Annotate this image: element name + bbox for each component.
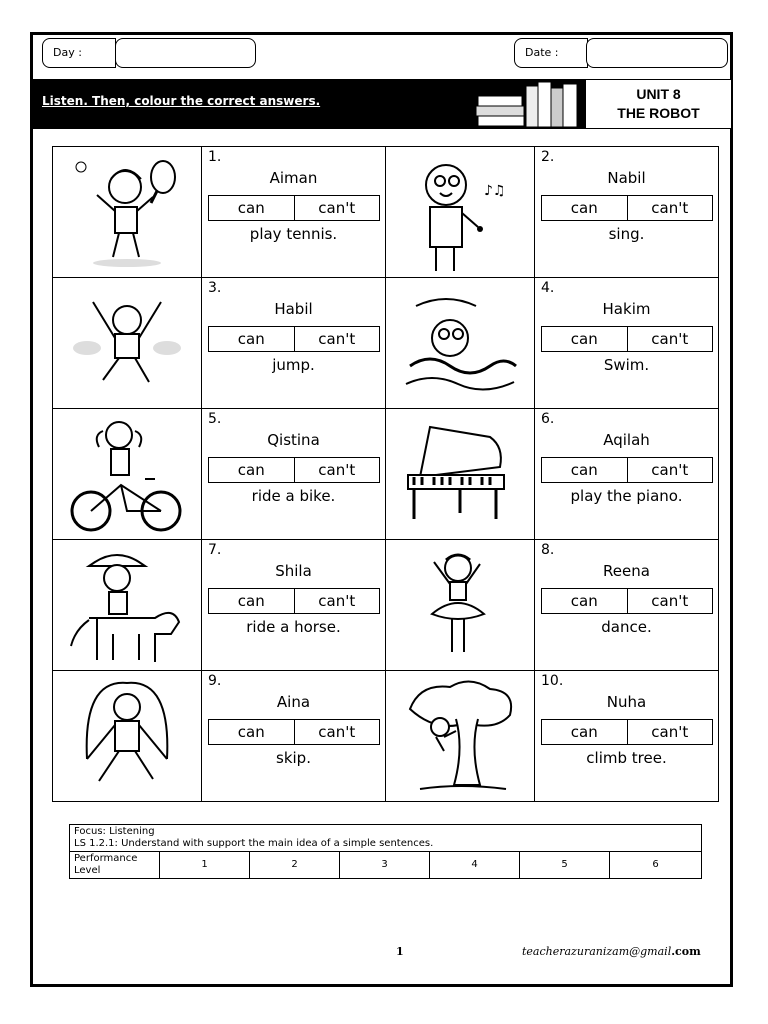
cant-option[interactable]: can't [627,720,713,744]
picture-cell [53,278,202,409]
girl-bike-icon [67,417,187,535]
item-name: Habil [274,300,313,318]
item-name: Aqilah [603,431,650,449]
girl-dancing-icon [400,548,520,666]
can-option[interactable]: can [237,592,265,610]
answer-choices [541,588,713,614]
item-number: 2. [541,149,555,165]
date-label-box: Date : [514,38,588,68]
item-number: 7. [208,542,222,558]
email-main: teacherazuranizam@gmail [522,945,672,958]
instruction-text: Listen. Then, colour the correct answers. [42,94,321,108]
item-activity: play the piano. [570,487,683,505]
exercise-cell [535,278,719,409]
item-name: Shila [275,562,312,580]
item-activity: dance. [601,618,652,636]
item-name: Nabil [607,169,646,187]
picture-cell [386,147,535,278]
can-option[interactable]: can [237,723,265,741]
unit-title: THE ROBOT [617,105,700,121]
day-label-box: Day : [42,38,116,68]
item-activity: skip. [276,749,311,767]
can-option[interactable]: can [570,199,598,217]
item-number: 10. [541,673,564,689]
item-name: Hakim [602,300,651,318]
level-cell[interactable]: 6 [610,852,702,879]
item-activity: jump. [272,356,315,374]
standard-line: LS 1.2.1: Understand with support the main idea of a simple sentences. [74,838,434,849]
focus-line: Focus: Listening [74,826,155,837]
picture-cell [386,540,535,671]
exercise-grid [52,146,719,802]
item-name: Aiman [269,169,318,187]
exercise-cell [202,278,386,409]
item-name: Aina [276,693,311,711]
answer-choices [541,326,713,352]
level-cell[interactable]: 4 [430,852,520,879]
exercise-cell [202,540,386,671]
page-number: 1 [396,945,404,958]
cant-option[interactable]: can't [627,327,713,351]
item-name: Qistina [267,431,320,449]
item-number: 8. [541,542,555,558]
level-cell[interactable]: 1 [160,852,250,879]
item-activity: sing. [608,225,645,243]
cant-option[interactable]: can't [294,327,380,351]
answer-choices [208,588,380,614]
item-activity: Swim. [603,356,650,374]
item-number: 1. [208,149,222,165]
unit-number: UNIT 8 [636,86,681,102]
boy-swimming-icon [400,286,520,401]
item-name: Reena [603,562,650,580]
performance-level-label: Performance Level [70,852,160,879]
answer-choices [541,719,713,745]
item-number: 4. [541,280,555,296]
exercise-cell [202,409,386,540]
answer-choices [208,719,380,745]
level-cell[interactable]: 2 [250,852,340,879]
cant-option[interactable]: can't [294,720,380,744]
author-email [522,945,701,958]
exercise-cell [535,409,719,540]
answer-choices [208,326,380,352]
can-option[interactable]: can [237,461,265,479]
item-activity: ride a bike. [251,487,336,505]
can-option[interactable]: can [237,330,265,348]
item-activity: play tennis. [249,225,338,243]
exercise-cell [535,540,719,671]
picture-cell [386,409,535,540]
item-number: 6. [541,411,555,427]
focus-description [70,825,702,852]
cant-option[interactable]: can't [294,458,380,482]
can-option[interactable]: can [570,592,598,610]
exercise-cell [202,147,386,278]
exercise-cell [535,147,719,278]
can-option[interactable]: can [237,199,265,217]
item-number: 9. [208,673,222,689]
date-field[interactable] [586,38,728,68]
item-number: 5. [208,411,222,427]
item-number: 3. [208,280,222,296]
boy-tennis-icon [67,155,187,270]
item-activity: ride a horse. [246,618,341,636]
boy-singing-icon [400,155,520,275]
can-option[interactable]: can [570,723,598,741]
svg-text:♪♫: ♪♫ [484,183,506,199]
answer-choices [208,195,380,221]
email-suffix: .com [671,945,701,958]
level-cell[interactable]: 3 [340,852,430,879]
level-cell[interactable]: 5 [520,852,610,879]
picture-cell [53,147,202,278]
girl-skipping-icon [67,679,187,797]
exercise-cell [535,671,719,802]
books-icon [474,80,582,128]
can-option[interactable]: can [570,461,598,479]
item-name: Nuha [606,693,647,711]
cant-option[interactable]: can't [294,589,380,613]
answer-choices [541,457,713,483]
piano-icon [400,417,520,527]
cant-option[interactable]: can't [627,589,713,613]
day-field[interactable] [115,38,256,68]
boy-jumping-icon [67,286,187,401]
picture-cell [386,671,535,802]
can-option[interactable]: can [570,330,598,348]
unit-title-box [586,80,731,128]
answer-choices [208,457,380,483]
girl-horse-icon [67,548,187,666]
picture-cell [53,540,202,671]
cant-option[interactable]: can't [627,458,713,482]
girl-climbing-tree-icon [400,679,520,797]
item-activity: climb tree. [586,749,667,767]
answer-choices [541,195,713,221]
exercise-cell [202,671,386,802]
picture-cell [53,409,202,540]
focus-table [69,824,702,879]
picture-cell [386,278,535,409]
cant-option[interactable]: can't [627,196,713,220]
picture-cell [53,671,202,802]
cant-option[interactable]: can't [294,196,380,220]
